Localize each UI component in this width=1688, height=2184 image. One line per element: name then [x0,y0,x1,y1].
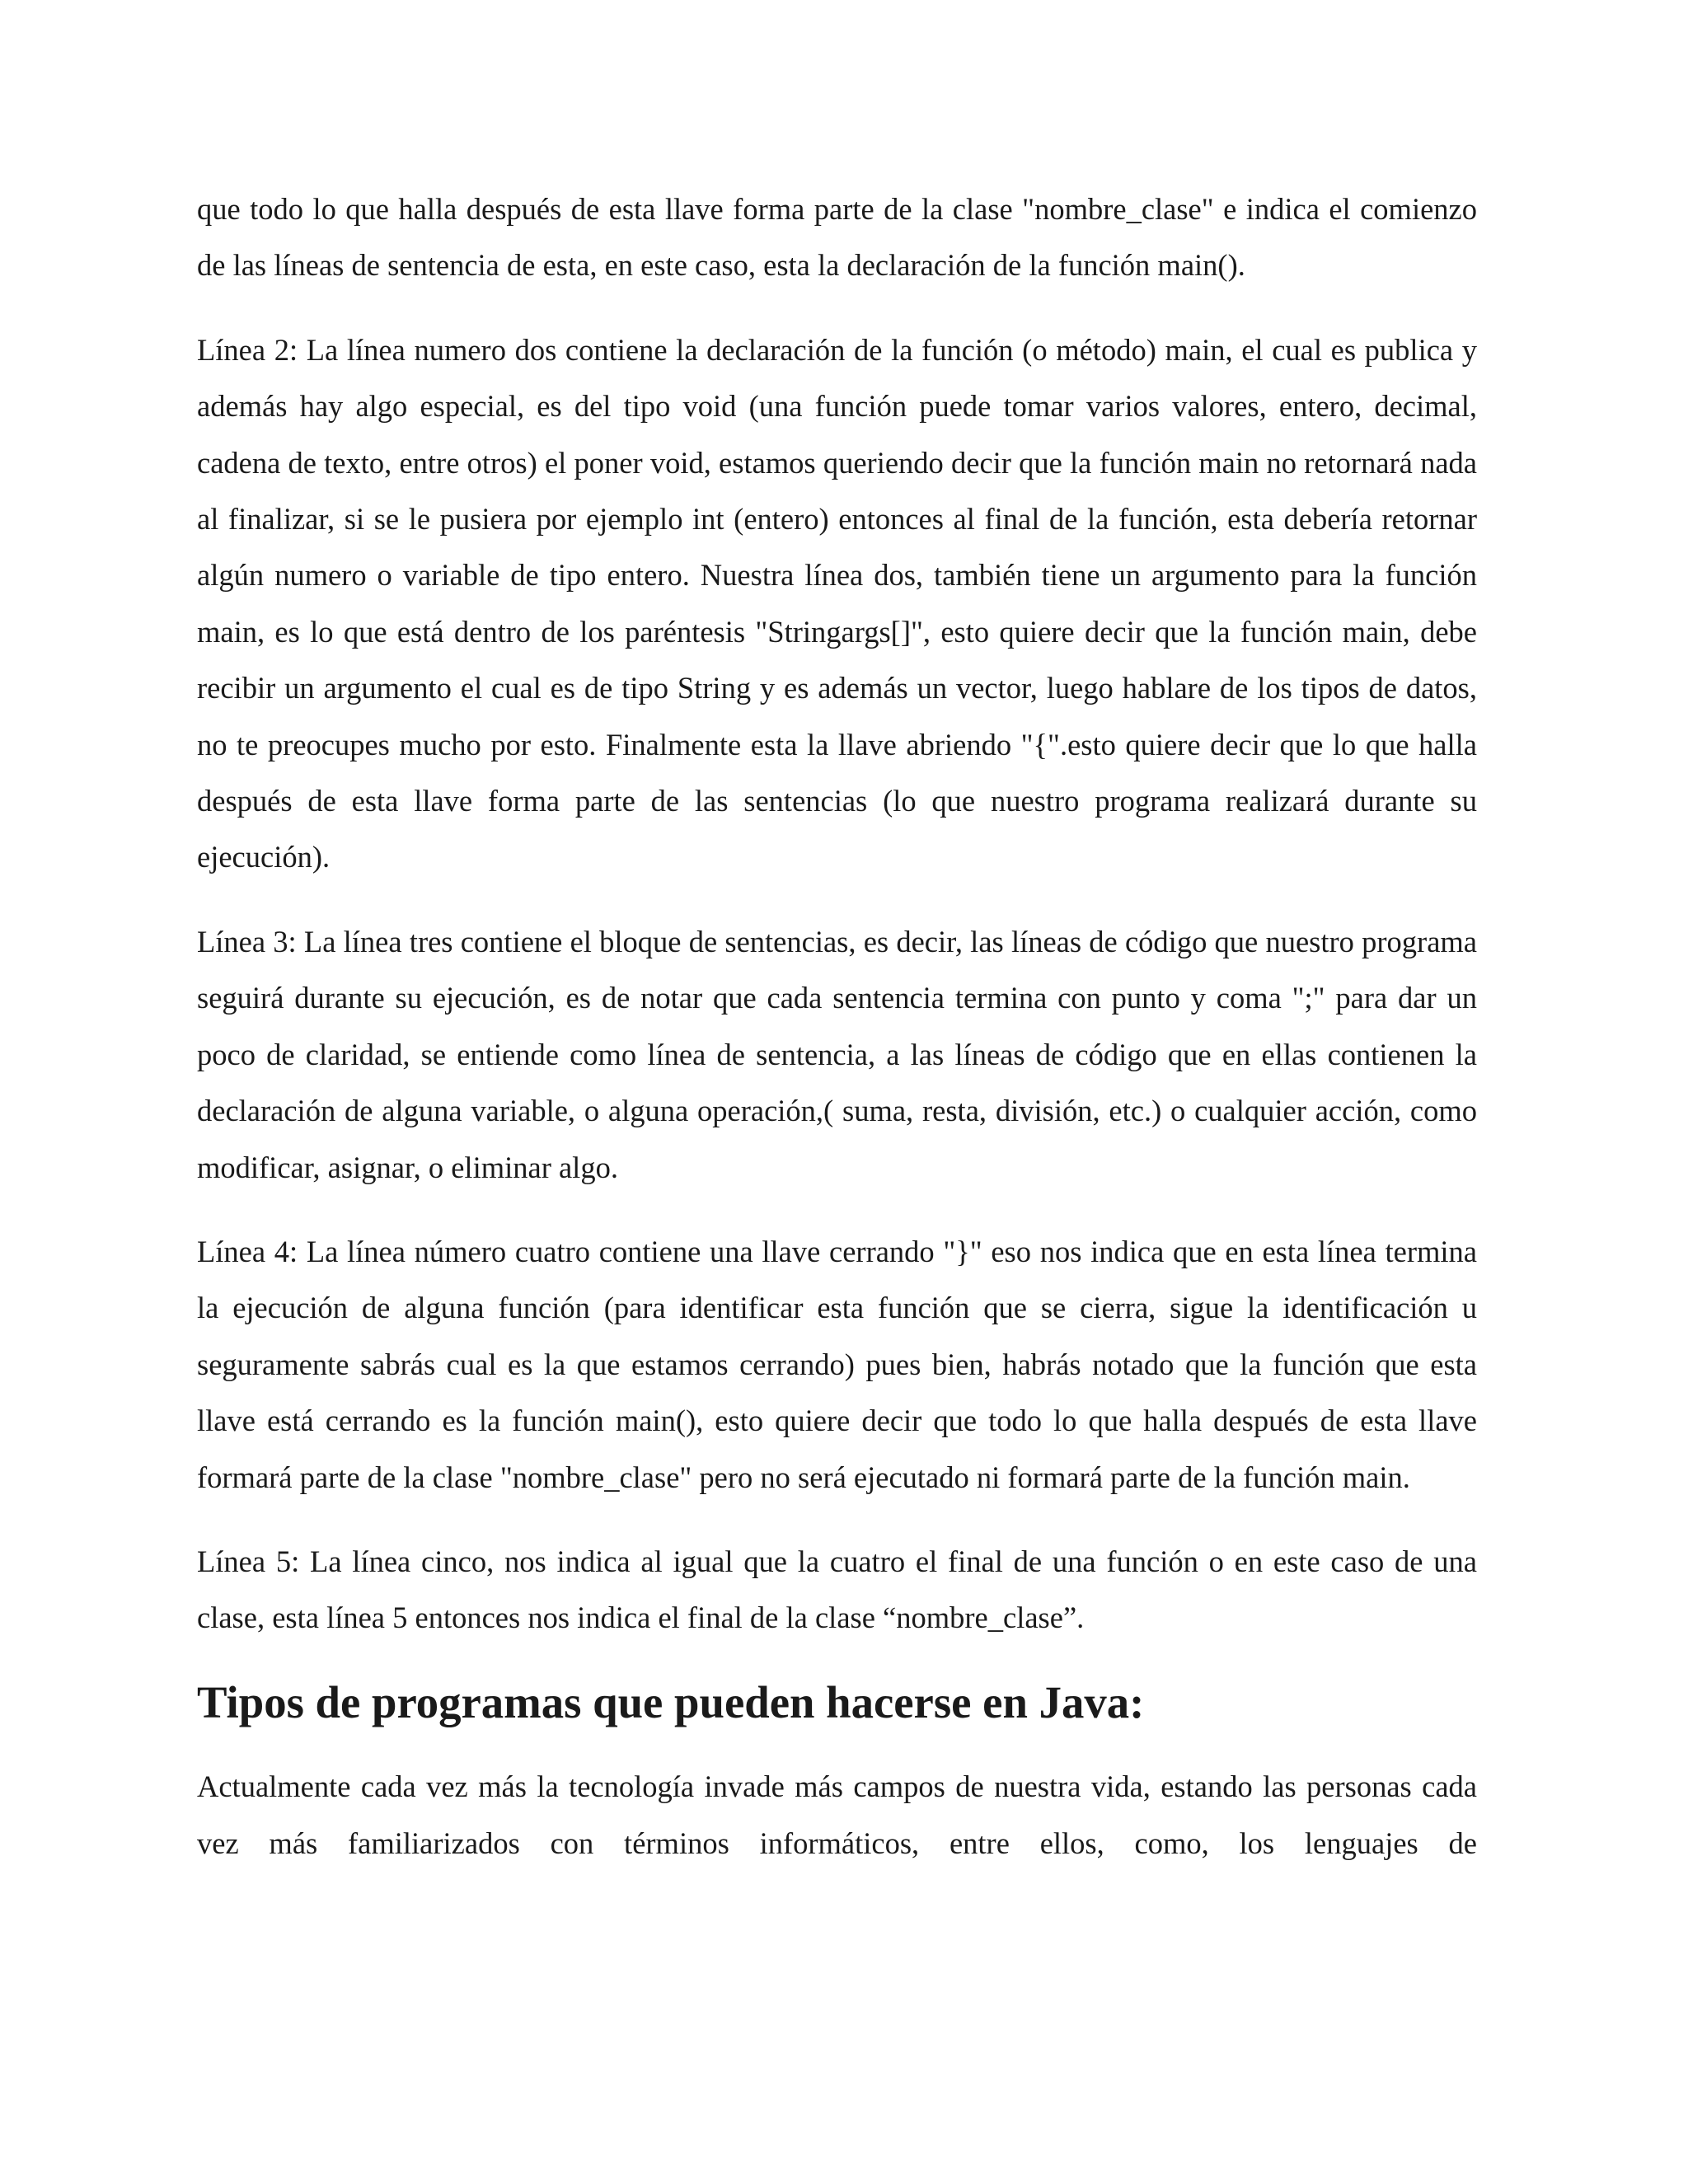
paragraph-program-types: Actualmente cada vez más la tecnología invade más campos de nuestra vida, estando las personas cada vez más familiarizados con términos informáticos, entre ellos, como, los lenguajes de [197,1769,1477,1860]
paragraph-line-3: Línea 3: La línea tres contiene el bloque de sentencias, es decir, las líneas de código que nuestro programa seguirá durante su ejecución, es de notar que cada sentencia termina con punto y coma ";" para dar un poco de claridad, se entiende como línea de sentencia, a las líneas de código que en ellas contienen la declaración de alguna variable, o alguna operación,( suma, resta, división, etc.) o cualquier acción, como modificar, asignar, o eliminar algo. [197,924,1477,1184]
paragraph-class-brace: que todo lo que halla después de esta llave forma parte de la clase "nombre_clase" e indica el comienzo de las líneas de sentencia de esta, en este caso, esta la declaración de la función main(). [197,192,1477,283]
section-heading: Tipos de programas que pueden hacerse en Java: [197,1676,1145,1727]
page-content [197,181,1477,1872]
paragraph-line-4: Línea 4: La línea número cuatro contiene una llave cerrando "}" eso nos indica que en esta línea termina la ejecución de alguna función (para identificar esta función que se cierra, sigue la identificación u seguramente sabrás cual es la que estamos cerrando) pues bien, habrás notado que la función que esta llave está cerrando es la función main(), esto quiere decir que todo lo que halla después de esta llave formará parte de la clase "nombre_clase" pero no será ejecutado ni formará parte de la función main. [197,1234,1477,1494]
paragraph-line-2: Línea 2: La línea numero dos contiene la declaración de la función (o método) main, el cual es publica y además hay algo especial, es del tipo void (una función puede tomar varios valores, entero, decimal, cadena de texto, entre otros) el poner void, estamos queriendo decir que la función main no retornará nada al finalizar, si se le pusiera por ejemplo int (entero) entonces al final de la función, esta debería retornar algún numero o variable de tipo entero. Nuestra línea dos, también tiene un argumento para la función main, es lo que está dentro de los paréntesis "Stringargs[]", esto quiere decir que la función main, debe recibir un argumento el cual es de tipo String y es además un vector, luego hablare de los tipos de datos, no te preocupes mucho por esto. Finalmente esta la llave abriendo "{".esto quiere decir que lo que halla después de esta llave forma parte de las sentencias (lo que nuestro programa realizará durante su ejecución). [197,332,1477,874]
paragraph-line-5: Línea 5: La línea cinco, nos indica al igual que la cuatro el final de una función o en este caso de una clase, esta línea 5 entonces nos indica el final de la clase “nombre_clase”. [197,1544,1477,1635]
